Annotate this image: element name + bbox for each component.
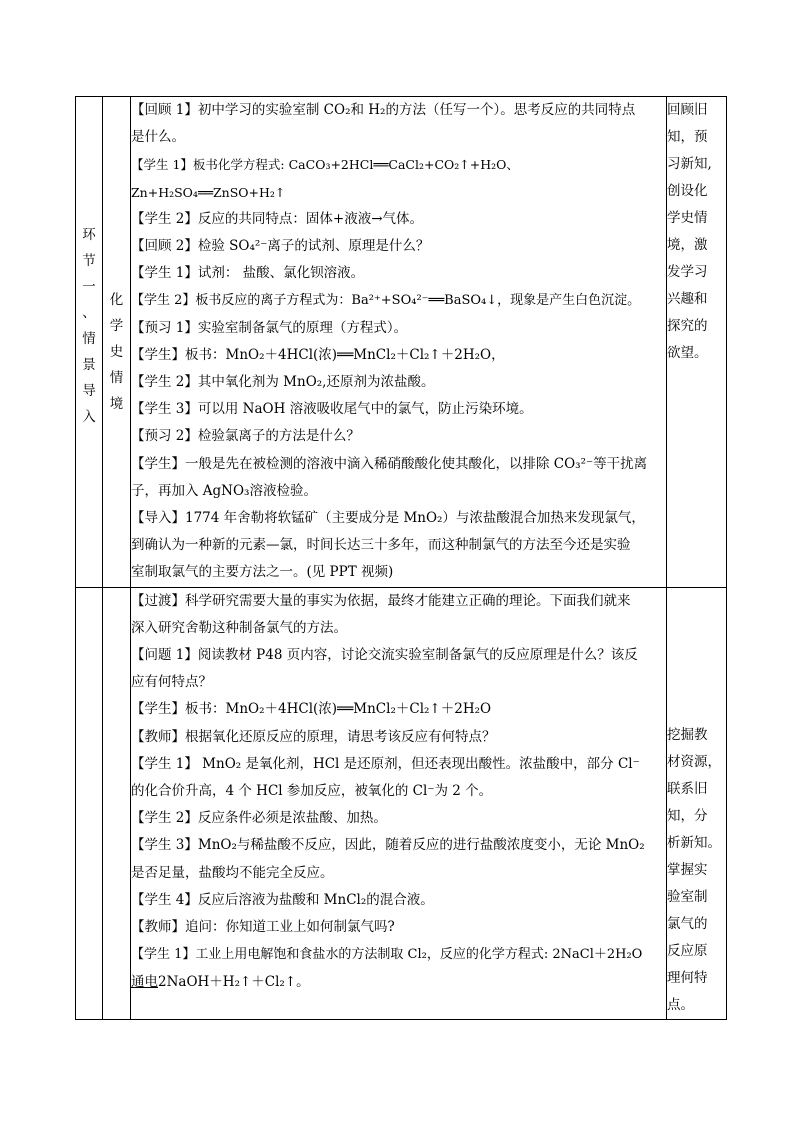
electrolysis-line	[131, 969, 666, 996]
stage-label-char: 环	[82, 227, 96, 243]
content-line: 【学生】板书：MnO₂＋4HCl(浓)══MnCl₂＋Cl₂↑＋2H₂O，	[131, 346, 505, 363]
lesson-plan-table	[75, 96, 727, 1020]
goal-line: 探究的	[667, 318, 708, 334]
goal-line: 理何特	[667, 969, 708, 986]
content-line: 【导入】1774 年舍勒将软锰矿（主要成分是 MnO₂）与浓盐酸混合加热来发现氯气，	[131, 510, 645, 527]
content-line: 深入研究舍勒这种制备氯气的方法。	[131, 619, 347, 636]
content-line: 【学生 4】反应后溶液为盐酸和 MnCl₂的混合液。	[131, 891, 434, 908]
goal-line: 学史情	[667, 210, 708, 226]
stage-label-char: 导	[82, 383, 96, 399]
content-line: 【学生 2】板书反应的离子方程式为：Ba²⁺+SO₄²⁻══BaSO₄↓，现象是产生白色沉淀。	[131, 293, 641, 309]
content-line: 【回顾 2】检验 SO₄²⁻离子的试剂、原理是什么？	[131, 238, 430, 255]
stage-label-char: 入	[82, 409, 96, 425]
content-line: 【教师】追问：你知道工业上如何制氯气吗?	[131, 919, 395, 936]
content-line: 【教师】根据氧化还原反应的原理，请思考该反应有何特点？	[131, 728, 496, 745]
section-row-2	[76, 587, 727, 1019]
stage-label-char: 节	[82, 253, 96, 269]
content-line: 是什么。	[131, 129, 185, 146]
substage-label-char: 学	[109, 318, 124, 334]
stage-label-cell	[76, 97, 103, 588]
substage-label-cell-empty	[103, 587, 131, 1019]
goal-line: 氯气的	[667, 915, 708, 932]
goal-line: 验室制	[667, 888, 708, 905]
activity-content-cell	[131, 97, 667, 588]
content-line: 【学生 3】MnO₂与稀盐酸不反应，因此，随着反应的进行盐酸浓度变小，无论 MnO₂	[131, 837, 645, 854]
goal-line: 创设化	[667, 183, 708, 199]
goal-line: 材资源，	[667, 753, 721, 770]
content-line: 【学生】板书：MnO₂＋4HCl(浓)══MnCl₂＋Cl₂↑＋2H₂O	[131, 701, 492, 718]
content-line: 应有何特点？	[131, 674, 212, 691]
substage-label-char: 史	[109, 344, 124, 360]
content-line: 是否足量，盐酸均不能完全反应。	[131, 864, 334, 881]
goal-line: 知，预	[667, 129, 708, 145]
substage-label-cell	[103, 97, 131, 588]
content-line: 【过渡】科学研究需要大量的事实为依据，最终才能建立正确的理论。下面我们就来	[131, 592, 631, 609]
goal-line: 发学习	[667, 264, 708, 280]
content-line-tail: 2NaOH＋H₂↑＋Cl₂↑。	[158, 973, 310, 990]
content-line: 【问题 1】阅读教材 P48 页内容，讨论交流实验室制备氯气的反应原理是什么？该反	[131, 647, 638, 664]
content-line: 【学生 1】板书化学方程式: CaCO₃+2HCl══CaCl₂+CO₂↑+H₂O、Zn+H₂SO₄══ZnSO+H₂↑	[131, 157, 519, 200]
goal-line: 点。	[667, 996, 694, 1013]
substage-label-char: 情	[109, 370, 124, 386]
content-line: 【学生 3】可以用 NaOH 溶液吸收尾气中的氯气，防止污染环境。	[131, 401, 533, 418]
content-line: 到确认为一种新的元素—氯，时间长达三十多年，而这种制氯气的方法至今还是实验	[131, 537, 631, 554]
electrolysis-condition: 通电	[131, 973, 158, 990]
goal-line: 知，分	[667, 807, 708, 824]
content-line: 【学生 2】反应条件必须是浓盐酸、加热。	[131, 810, 387, 827]
section-row-1	[76, 97, 727, 588]
goal-line: 析新知。	[667, 834, 721, 851]
stage-label-char: 情	[82, 331, 96, 347]
content-line: 【回顾 1】初中学习的实验室制 CO₂和 H₂的方法（任写一个）。思考反应的共同特点	[131, 102, 636, 118]
goal-line: 反应原	[667, 942, 708, 959]
stage-label-char: 景	[82, 357, 96, 373]
content-line: 子，再加入 AgNO₃溶液检验。	[131, 482, 317, 499]
content-line: 【学生】一般是先在被检测的溶液中滴入稀硝酸酸化使其酸化，以排除 CO₃²⁻等干扰离	[131, 455, 648, 472]
design-intent-cell	[667, 97, 727, 588]
activity-content-cell	[131, 587, 667, 1019]
goal-line: 回顾旧	[667, 102, 708, 118]
goal-line: 境，激	[667, 237, 708, 253]
stage-label-char: 、	[82, 305, 96, 321]
goal-line: 联系旧	[667, 780, 708, 797]
goal-line: 兴趣和	[667, 291, 708, 307]
substage-label-char: 境	[109, 396, 124, 412]
content-line: 【学生 1】试剂： 盐酸、氯化钡溶液。	[131, 265, 365, 282]
content-line: 【学生 1】工业上用电解饱和食盐水的方法制取 Cl₂，反应的化学方程式: 2NaCl＋2H₂O	[131, 947, 643, 963]
goal-line: 掌握实	[667, 861, 708, 878]
stage-label-char: 一	[82, 279, 96, 295]
content-line: 【学生 2】其中氧化剂为 MnO₂,还原剂为浓盐酸。	[131, 374, 435, 391]
content-line: 【学生 2】反应的共同特点：固体+液液→气体。	[131, 210, 424, 227]
content-line: 室制取氯气的主要方法之一。(见 PPT 视频)	[131, 564, 394, 581]
content-line: 【学生 1】 MnO₂ 是氧化剂，HCl 是还原剂，但还表现出酸性。浓盐酸中，部分 Cl⁻	[131, 755, 640, 772]
content-line: 【预习 2】检验氯离子的方法是什么？	[131, 428, 360, 445]
goal-line: 习新知,	[667, 156, 712, 172]
content-line: 的化合价升高，4 个 HCl 参加反应，被氧化的 Cl⁻为 2 个。	[131, 783, 493, 800]
stage-label-cell-empty	[76, 587, 103, 1019]
substage-label-char: 化	[109, 292, 124, 308]
content-line: 【预习 1】实验室制备氯气的原理（方程式）。	[131, 319, 408, 336]
goal-line: 欲望。	[667, 345, 708, 361]
goal-line: 挖掘教	[667, 726, 708, 743]
design-intent-cell	[667, 587, 727, 1019]
